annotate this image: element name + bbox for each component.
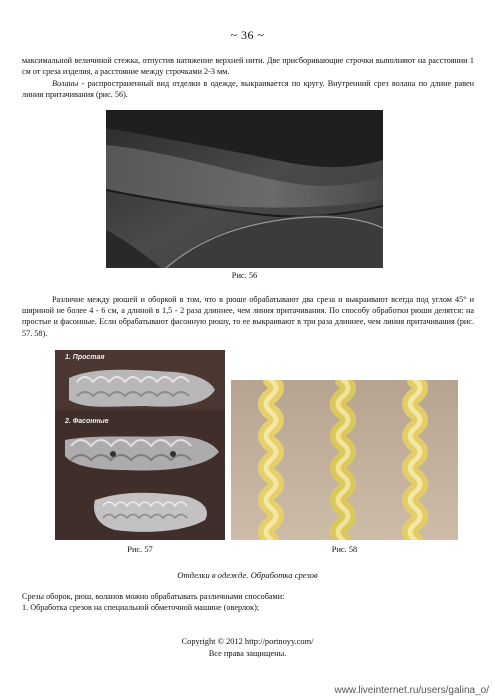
term-volany: Воланы	[52, 79, 79, 88]
watermark-url: www.liveinternet.ru/users/galina_o/	[334, 685, 489, 696]
figure-56-caption: Рис. 56	[231, 271, 258, 280]
paragraph-1: максимальной величиной стежка, отпустив натяжение верхней нити. Две присборивающие строчки выполняют на расстоянии 1 см от среза изделия, а расстояние между строчками 2-3 мм.	[22, 56, 474, 77]
footer-copyright: Copyright © 2012 http://portnoyy.com/	[181, 637, 314, 646]
paragraph-2-text: - распространенный вид отделки в одежде, выкраивается по кругу. Внутренний срез волана по длине равен линии притачивания (рис. 56).	[22, 79, 474, 100]
footer-rights: Все права защищены.	[208, 649, 287, 658]
figure-58-caption: Рис. 58	[331, 545, 358, 554]
page-number: ~ 36 ~	[230, 28, 265, 42]
paragraph-2	[22, 78, 474, 100]
figure-57-caption: Рис. 57	[127, 545, 153, 554]
figure-56-photo	[106, 110, 383, 268]
yellow-ruffles-image	[231, 380, 458, 540]
section-title: Отделки в одежде. Обработка срезов	[177, 570, 318, 580]
figure-57-label-simple: 1. Простая	[65, 354, 105, 361]
paragraph-4: Срезы оборок, рюш, воланов можно обрабатывать различными способами:	[22, 592, 285, 601]
paragraph-5: 1. Обработка срезов на специальной обметочной машине (оверлок);	[22, 603, 260, 612]
paragraph-3: Различие между рюшей и оборкой в том, что в рюше обрабатывают два среза и выкраивают всегда под углом 45° и шириной не более 4 - 6 см, а длиной в 1,5 - 2 раза длиннее, чем линия притачивания. По способу обработки рюши делятся: на простые и фасонные. Если обрабатывают фасонную рюшу, то ее выкраивают в три раза длиннее, чем линия притачивания (рис. 57. 58).	[22, 295, 474, 338]
figure-57-photo	[55, 350, 225, 540]
ruffle-samples-image	[55, 350, 225, 540]
figure-58-photo	[231, 380, 458, 540]
flounce-fabric-image	[106, 110, 383, 268]
figure-57-label-fancy: 2. Фасонные	[65, 418, 109, 425]
